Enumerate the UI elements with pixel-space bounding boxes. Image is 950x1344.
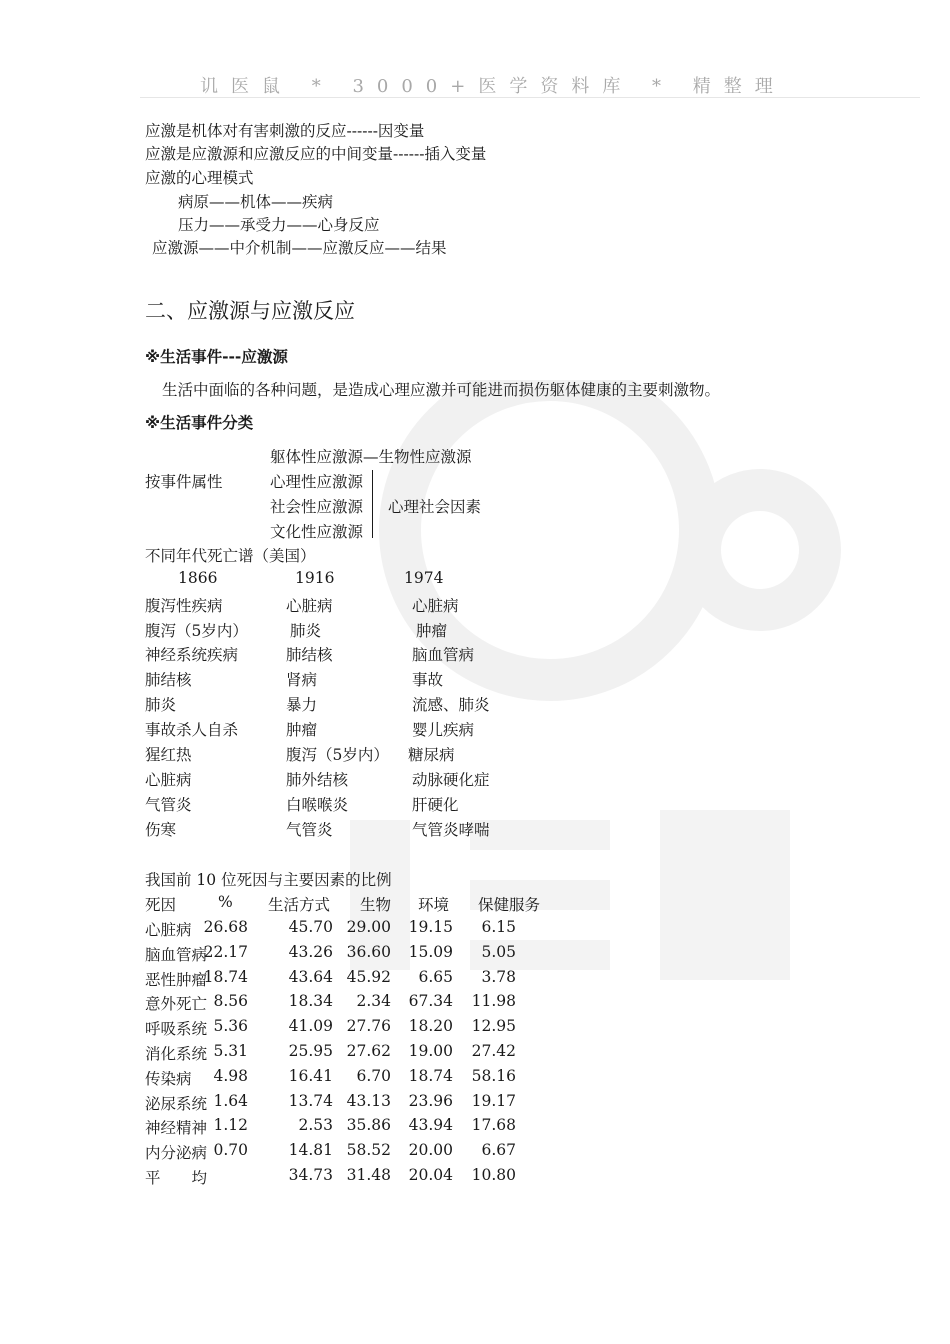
ct-cause-cell: 消化系统 <box>145 1045 208 1063</box>
ct-cause-cell: 恶性肿瘤 <box>145 970 208 989</box>
ct-value-cell: 15.09 <box>408 942 453 961</box>
ct-value-cell: 6.65 <box>418 967 453 986</box>
death-spectrum-title: 不同年代死亡谱（美国） <box>145 547 316 565</box>
ds-cell: 流感、肺炎 <box>412 696 490 714</box>
ct-value-cell: 18.20 <box>408 1017 453 1036</box>
ds-cell: 气管炎 <box>145 796 192 814</box>
ds-cell: 腹泻（5岁内） <box>286 746 389 764</box>
ct-cause-cell: 呼吸系统 <box>145 1020 208 1039</box>
ct-value-cell: 18.74 <box>203 967 248 986</box>
ct-value-cell: 41.09 <box>288 1017 333 1036</box>
class-item-social: 社会性应激源 <box>270 498 364 516</box>
class-item-psych: 心理性应激源 <box>270 473 364 491</box>
ds-cell: 心脏病 <box>286 597 333 615</box>
col-header: 死因 <box>145 896 177 914</box>
ct-value-cell: 67.34 <box>408 992 453 1011</box>
ct-value-cell: 0.70 <box>213 1141 248 1160</box>
ct-value-cell: 35.86 <box>346 1116 391 1135</box>
china-table-title: 我国前 10 位死因与主要因素的比例 <box>145 871 392 889</box>
intro-line-2: 应激是应激源和应激反应的中间变量------插入变量 <box>145 145 487 163</box>
ds-cell: 暴力 <box>286 696 318 714</box>
ct-value-cell: 17.68 <box>471 1116 516 1135</box>
header-divider <box>140 97 920 98</box>
ct-value-cell: 45.92 <box>346 967 391 986</box>
ct-value-cell: 36.60 <box>346 942 391 961</box>
ds-cell: 事故杀人自杀 <box>145 721 239 739</box>
ct-value-cell: 27.76 <box>346 1017 391 1036</box>
ds-cell: 腹泻（5岁内） <box>145 622 248 640</box>
ct-value-cell: 27.62 <box>346 1042 391 1060</box>
ct-value-cell: 8.56 <box>213 992 248 1011</box>
ds-cell: 肿瘤 <box>286 721 318 739</box>
ct-value-cell: 43.26 <box>288 942 333 961</box>
ds-cell: 白喉喉炎 <box>286 796 349 814</box>
ct-value-cell: 22.17 <box>203 942 248 961</box>
ct-value-cell: 58.16 <box>471 1066 516 1085</box>
class-item-somatic: 躯体性应激源—生物性应激源 <box>270 448 472 466</box>
life-events-heading: ※生活事件---应激源 <box>145 348 288 366</box>
ct-value-cell: 20.04 <box>408 1166 453 1184</box>
year-1866: 1866 <box>178 569 218 587</box>
ct-value-cell: 25.95 <box>288 1042 333 1060</box>
ct-value-cell: 6.67 <box>481 1141 516 1160</box>
col-header: 生活方式 <box>268 896 331 914</box>
ct-value-cell: 45.70 <box>288 918 333 936</box>
ct-value-cell: 27.42 <box>471 1042 516 1060</box>
ct-value-cell: 43.94 <box>408 1116 453 1135</box>
ds-cell: 肺炎 <box>145 696 177 714</box>
ct-value-cell: 2.53 <box>298 1116 333 1135</box>
ct-value-cell: 31.48 <box>346 1166 391 1184</box>
ct-value-cell: 12.95 <box>471 1017 516 1036</box>
ds-cell: 婴儿疾病 <box>412 721 475 739</box>
ct-value-cell: 13.74 <box>288 1091 333 1110</box>
ds-cell: 气管炎哮喘 <box>412 821 490 839</box>
ds-cell: 糖尿病 <box>408 746 455 764</box>
col-header: 环境 <box>418 896 450 914</box>
ct-value-cell: 5.31 <box>213 1042 248 1060</box>
ct-value-cell: 10.80 <box>471 1166 516 1184</box>
ct-value-cell: 34.73 <box>288 1166 333 1184</box>
ct-value-cell: 5.05 <box>481 942 516 961</box>
ct-value-cell: 43.13 <box>346 1091 391 1110</box>
ds-cell: 肾病 <box>286 671 318 689</box>
ds-cell: 神经系统疾病 <box>145 646 239 664</box>
ds-cell: 心脏病 <box>412 597 459 615</box>
ct-value-cell: 58.52 <box>346 1141 391 1160</box>
ct-value-cell: 5.36 <box>213 1017 248 1036</box>
bracket-line <box>372 470 373 538</box>
ct-value-cell: 14.81 <box>288 1141 333 1160</box>
ds-cell: 事故 <box>412 671 444 689</box>
ct-cause-cell: 心脏病 <box>145 921 192 939</box>
ds-cell: 肺炎 <box>290 622 322 640</box>
ct-value-cell: 1.12 <box>213 1116 248 1135</box>
section-heading: 二、应激源与应激反应 <box>145 299 355 323</box>
page-header: 讥医鼠 * 3000+医学资料库 * 精整理 <box>200 76 786 97</box>
ct-cause-cell: 内分泌病 <box>145 1144 208 1163</box>
life-events-definition: 生活中面临的各种问题，是造成心理应激并可能进而损伤躯体健康的主要刺激物。 <box>162 381 721 399</box>
ds-cell: 伤寒 <box>145 821 177 839</box>
ct-value-cell: 4.98 <box>213 1066 248 1085</box>
ct-cause-cell: 传染病 <box>145 1069 192 1088</box>
ct-value-cell: 19.00 <box>408 1042 453 1060</box>
ds-cell: 动脉硬化症 <box>412 771 490 789</box>
ct-cause-cell: 脑血管病 <box>145 945 208 964</box>
ds-cell: 肿瘤 <box>416 622 448 640</box>
year-1974: 1974 <box>404 569 444 587</box>
model-line-1: 病原——机体——疾病 <box>178 193 334 211</box>
col-header: 保健服务 <box>478 896 541 914</box>
class-item-culture: 文化性应激源 <box>270 523 364 541</box>
ct-value-cell: 6.70 <box>356 1066 391 1085</box>
ds-cell: 猩红热 <box>145 746 192 764</box>
ct-value-cell: 23.96 <box>408 1091 453 1110</box>
ct-value-cell: 11.98 <box>471 992 516 1011</box>
ds-cell: 肺外结核 <box>286 771 349 789</box>
class-by-attribute: 按事件属性 <box>145 473 223 491</box>
classification-heading: ※生活事件分类 <box>145 414 254 432</box>
ct-value-cell: 6.15 <box>481 918 516 936</box>
ds-cell: 肝硬化 <box>412 796 459 814</box>
ct-value-cell: 29.00 <box>346 918 391 936</box>
ct-value-cell: 18.74 <box>408 1066 453 1085</box>
ds-cell: 肺结核 <box>286 646 333 664</box>
ct-value-cell: 43.64 <box>288 967 333 986</box>
ct-value-cell: 16.41 <box>288 1066 333 1085</box>
intro-line-3: 应激的心理模式 <box>145 169 254 187</box>
ct-value-cell: 2.34 <box>356 992 391 1011</box>
ds-cell: 心脏病 <box>145 771 192 789</box>
col-header: % <box>218 893 233 911</box>
ds-cell: 气管炎 <box>286 821 333 839</box>
ds-cell: 肺结核 <box>145 671 192 689</box>
col-header: 生物 <box>360 896 392 914</box>
ds-cell: 腹泻性疾病 <box>145 597 223 615</box>
ct-cause-cell: 平 均 <box>145 1169 208 1187</box>
intro-line-1: 应激是机体对有害刺激的反应------因变量 <box>145 122 425 140</box>
ct-value-cell: 20.00 <box>408 1141 453 1160</box>
model-line-3: 应激源——中介机制——应激反应——结果 <box>152 239 447 257</box>
ct-value-cell: 1.64 <box>213 1091 248 1110</box>
ct-value-cell: 19.17 <box>471 1091 516 1110</box>
ct-cause-cell: 神经精神 <box>145 1119 208 1138</box>
ct-value-cell: 26.68 <box>203 918 248 936</box>
model-line-2: 压力——承受力——心身反应 <box>178 216 380 234</box>
ct-value-cell: 19.15 <box>408 918 453 936</box>
ct-cause-cell: 意外死亡 <box>145 995 208 1014</box>
year-1916: 1916 <box>295 569 335 587</box>
ds-cell: 脑血管病 <box>412 646 475 664</box>
ct-cause-cell: 泌尿系统 <box>145 1094 208 1113</box>
bracket-label: 心理社会因素 <box>388 498 482 516</box>
ct-value-cell: 3.78 <box>481 967 516 986</box>
ct-value-cell: 18.34 <box>288 992 333 1011</box>
